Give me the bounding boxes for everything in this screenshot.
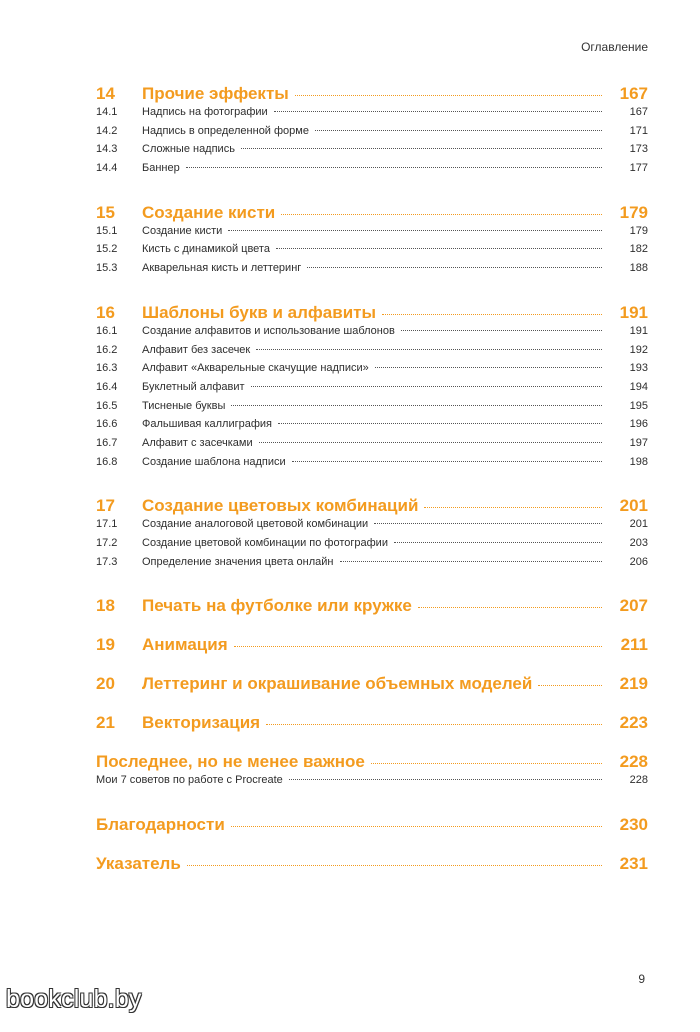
entry-title: Фальшивая каллиграфия xyxy=(142,418,273,431)
entry-title: Создание аналоговой цветовой комбинации xyxy=(142,518,369,531)
toc-section-entry[interactable] xyxy=(96,225,648,244)
toc-section-entry[interactable] xyxy=(96,400,648,419)
entry-title: Создание шаблона надписи xyxy=(142,455,286,468)
entry-title: Сложные надпись xyxy=(142,143,235,156)
entry-page: 207 xyxy=(619,596,648,616)
entry-number: 16.8 xyxy=(96,455,118,468)
entry-title: Указатель xyxy=(96,854,181,874)
entry-title: Алфавит «Акварельные скачущие надписи» xyxy=(142,362,369,375)
toc-chapter-entry[interactable] xyxy=(96,713,648,735)
entry-page: 191 xyxy=(619,302,648,322)
entry-number: 19 xyxy=(96,635,115,655)
entry-number: 16.6 xyxy=(96,418,118,431)
entry-number: 16.2 xyxy=(96,343,118,356)
entry-page: 171 xyxy=(629,124,648,137)
entry-number: 17.1 xyxy=(96,518,118,531)
entry-page: 173 xyxy=(629,143,648,156)
entry-page: 231 xyxy=(619,854,648,874)
entry-title: Прочие эффекты xyxy=(142,84,289,103)
entry-page: 182 xyxy=(629,243,648,256)
dot-leader xyxy=(295,95,602,96)
entry-page: 198 xyxy=(629,455,648,468)
entry-number: 14.4 xyxy=(96,162,118,175)
entry-title: Создание цветовых комбинаций xyxy=(142,496,419,516)
entry-number: 15.2 xyxy=(96,243,118,256)
dot-leader xyxy=(276,248,602,249)
table-of-contents xyxy=(96,84,648,876)
entry-title: Благодарности xyxy=(96,815,225,835)
entry-title: Акварельная кисть и леттеринг xyxy=(142,262,302,275)
dot-leader xyxy=(424,507,602,508)
entry-title: Баннер xyxy=(142,162,180,175)
entry-page: 228 xyxy=(619,752,648,772)
entry-number: 15 xyxy=(96,202,115,222)
dot-leader xyxy=(274,111,602,112)
entry-page: 191 xyxy=(629,324,648,337)
entry-page: 211 xyxy=(620,635,648,655)
entry-title: Надпись в определенной форме xyxy=(142,124,309,137)
entry-title: Последнее, но не менее важное xyxy=(96,752,365,772)
entry-number: 15.1 xyxy=(96,224,118,237)
toc-chapter-entry[interactable] xyxy=(96,203,648,225)
entry-page: 228 xyxy=(629,774,648,787)
toc-chapter-entry[interactable] xyxy=(96,596,648,618)
dot-leader xyxy=(234,646,602,647)
dot-leader xyxy=(256,349,602,350)
entry-page: 194 xyxy=(629,380,648,393)
entry-page: 188 xyxy=(629,262,648,275)
entry-title: Леттеринг и окрашивание объемных моделей xyxy=(142,674,533,694)
toc-section-entry[interactable] xyxy=(96,456,648,475)
dot-leader xyxy=(187,865,602,866)
entry-title: Надпись на фотографии xyxy=(142,106,268,118)
dot-leader xyxy=(394,542,602,543)
dot-leader xyxy=(289,779,602,780)
toc-section-entry[interactable] xyxy=(96,537,648,556)
dot-leader xyxy=(231,405,602,406)
entry-number: 16.7 xyxy=(96,436,118,449)
dot-leader xyxy=(374,523,602,524)
entry-page: 203 xyxy=(629,537,648,549)
dot-leader xyxy=(340,561,603,562)
dot-leader xyxy=(278,423,602,424)
toc-chapter-entry[interactable] xyxy=(96,815,648,837)
running-head: Оглавление xyxy=(581,40,648,54)
entry-number: 14.2 xyxy=(96,124,118,137)
toc-section-entry[interactable] xyxy=(96,774,648,793)
entry-number: 18 xyxy=(96,596,115,616)
watermark: bookclub.by xyxy=(6,985,142,1013)
dot-leader xyxy=(371,763,602,764)
entry-title: Анимация xyxy=(142,635,228,655)
dot-leader xyxy=(382,314,602,315)
entry-title: Буклетный алфавит xyxy=(142,380,245,393)
dot-leader xyxy=(418,607,602,608)
entry-number: 16.4 xyxy=(96,380,118,393)
entry-number: 14.1 xyxy=(96,106,118,118)
dot-leader xyxy=(538,685,602,686)
entry-page: 179 xyxy=(629,224,648,237)
entry-page: 223 xyxy=(619,713,648,733)
toc-chapter-entry[interactable] xyxy=(96,752,648,774)
entry-title: Создание цветовой комбинации по фотографии xyxy=(142,537,388,549)
entry-title: Алфавит с засечками xyxy=(142,436,253,449)
entry-title: Печать на футболке или кружке xyxy=(142,596,412,616)
entry-number: 14 xyxy=(96,84,115,103)
entry-page: 167 xyxy=(619,84,648,103)
entry-title: Создание алфавитов и использование шаблонов xyxy=(142,324,395,337)
toc-section-entry[interactable] xyxy=(96,125,648,144)
dot-leader xyxy=(186,167,602,168)
toc-section-entry[interactable] xyxy=(96,243,648,262)
entry-title: Тисненые буквы xyxy=(142,399,226,412)
entry-title: Определение значения цвета онлайн xyxy=(142,555,334,568)
dot-leader xyxy=(266,724,602,725)
toc-chapter-entry[interactable] xyxy=(96,496,648,518)
toc-section-entry[interactable] xyxy=(96,518,648,537)
entry-number: 16.3 xyxy=(96,362,118,375)
entry-page: 192 xyxy=(629,343,648,356)
entry-title: Мои 7 советов по работе с Procreate xyxy=(96,774,283,787)
entry-page: 167 xyxy=(629,106,648,118)
entry-page: 197 xyxy=(629,436,648,449)
toc-section-entry[interactable] xyxy=(96,106,648,125)
entry-page: 206 xyxy=(629,555,648,568)
toc-section-entry[interactable] xyxy=(96,381,648,400)
page-number: 9 xyxy=(638,972,645,986)
entry-title: Векторизация xyxy=(142,713,261,733)
entry-page: 201 xyxy=(629,518,648,531)
dot-leader xyxy=(281,214,602,215)
entry-number: 21 xyxy=(96,713,115,733)
entry-page: 195 xyxy=(629,399,648,412)
dot-leader xyxy=(228,230,602,231)
entry-page: 179 xyxy=(619,202,648,222)
entry-page: 177 xyxy=(629,162,648,175)
entry-title: Создание кисти xyxy=(142,224,223,237)
entry-number: 17.3 xyxy=(96,555,118,568)
toc-section-entry[interactable] xyxy=(96,325,648,344)
entry-title: Создание кисти xyxy=(142,202,276,222)
entry-page: 201 xyxy=(619,496,648,516)
toc-chapter-entry[interactable] xyxy=(96,674,648,696)
toc-chapter-entry[interactable] xyxy=(96,303,648,325)
toc-section-entry[interactable] xyxy=(96,162,648,181)
entry-page: 193 xyxy=(629,362,648,375)
dot-leader xyxy=(315,130,602,131)
entry-number: 16.1 xyxy=(96,324,118,337)
toc-section-entry[interactable] xyxy=(96,556,648,575)
entry-number: 20 xyxy=(96,674,115,694)
entry-number: 16 xyxy=(96,302,115,322)
entry-number: 17.2 xyxy=(96,537,118,549)
entry-title: Шаблоны букв и алфавиты xyxy=(142,302,376,322)
entry-number: 15.3 xyxy=(96,262,118,275)
entry-number: 16.5 xyxy=(96,399,118,412)
toc-chapter-entry[interactable] xyxy=(96,635,648,657)
toc-section-entry[interactable] xyxy=(96,362,648,381)
dot-leader xyxy=(307,267,602,268)
entry-number: 17 xyxy=(96,496,115,516)
toc-section-entry[interactable] xyxy=(96,437,648,456)
dot-leader xyxy=(401,330,602,331)
entry-page: 219 xyxy=(619,674,648,694)
dot-leader xyxy=(231,826,602,827)
toc-chapter-entry[interactable] xyxy=(96,84,648,106)
toc-section-entry[interactable] xyxy=(96,344,648,363)
toc-section-entry[interactable] xyxy=(96,418,648,437)
dot-leader xyxy=(251,386,602,387)
dot-leader xyxy=(292,461,602,462)
entry-page: 230 xyxy=(619,815,648,835)
toc-section-entry[interactable] xyxy=(96,262,648,281)
dot-leader xyxy=(241,148,602,149)
dot-leader xyxy=(259,442,602,443)
entry-title: Алфавит без засечек xyxy=(142,343,251,356)
entry-page: 196 xyxy=(629,418,648,431)
dot-leader xyxy=(375,367,602,368)
entry-title: Кисть с динамикой цвета xyxy=(142,243,270,256)
toc-section-entry[interactable] xyxy=(96,143,648,162)
entry-number: 14.3 xyxy=(96,143,118,156)
toc-chapter-entry[interactable] xyxy=(96,854,648,876)
